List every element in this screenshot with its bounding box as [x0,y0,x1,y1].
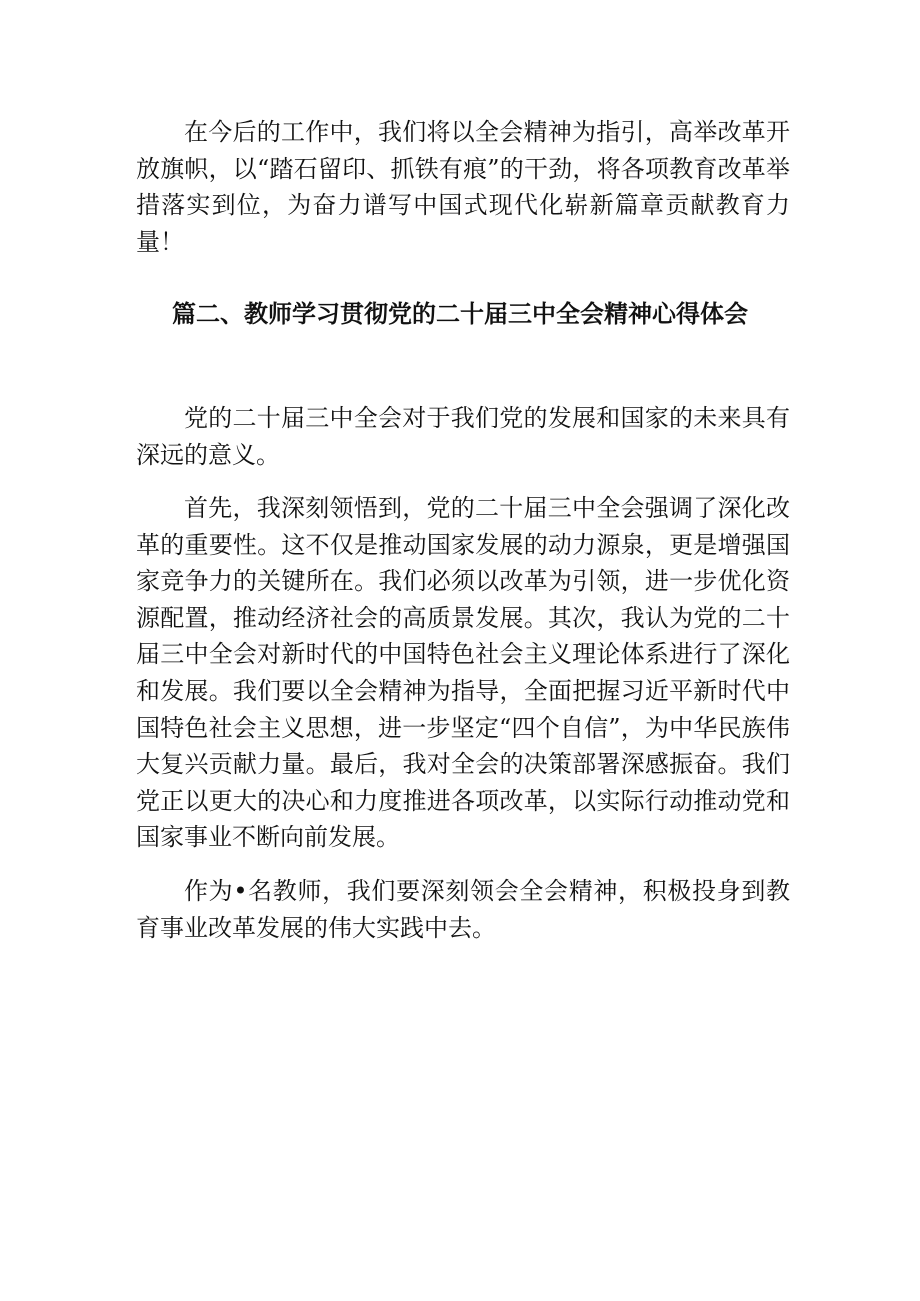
intro-paragraph: 党的二十届三中全会对于我们党的发展和国家的未来具有深远的意义。 [136,404,790,469]
closing-paragraph: 在今后的工作中，我们将以全会精神为指引，高举改革开放旗帜，以“踏石留印、抓铁有痕”的干劲，将各项教育改革举措落实到位，为奋力谱写中国式现代化崭新篇章贡献教育力量！ [136,118,790,256]
section-heading: 篇二、教师学习贯彻党的二十届三中全会精神心得体会 [172,299,748,328]
body-paragraph: 首先，我深刻领悟到，党的二十届三中全会强调了深化改革的重要性。这不仅是推动国家发展的动力源泉，更是增强国家竞争力的关键所在。我们必须以改革为引领，进一步优化资源配置，推动经济社会的高质景发展。其次，我认为党的二十届三中全会对新时代的中国特色社会主义理论体系进行了深化和发展。我们要以全会精神为指导，全面把握习近平新时代中国特色社会主义思想，进一步坚定“四个自信”，为中华民族伟大复兴贡献力量。最后，我对全会的决策部署深感振奋。我们党正以更大的决心和力度推进各项改革，以实际行动推动党和国家事业不断向前发展。 [136,494,790,852]
conclusion-paragraph: 作为•名教师，我们要深刻领会全会精神，积极投身到教育事业改革发展的伟大实践中去。 [136,877,790,942]
